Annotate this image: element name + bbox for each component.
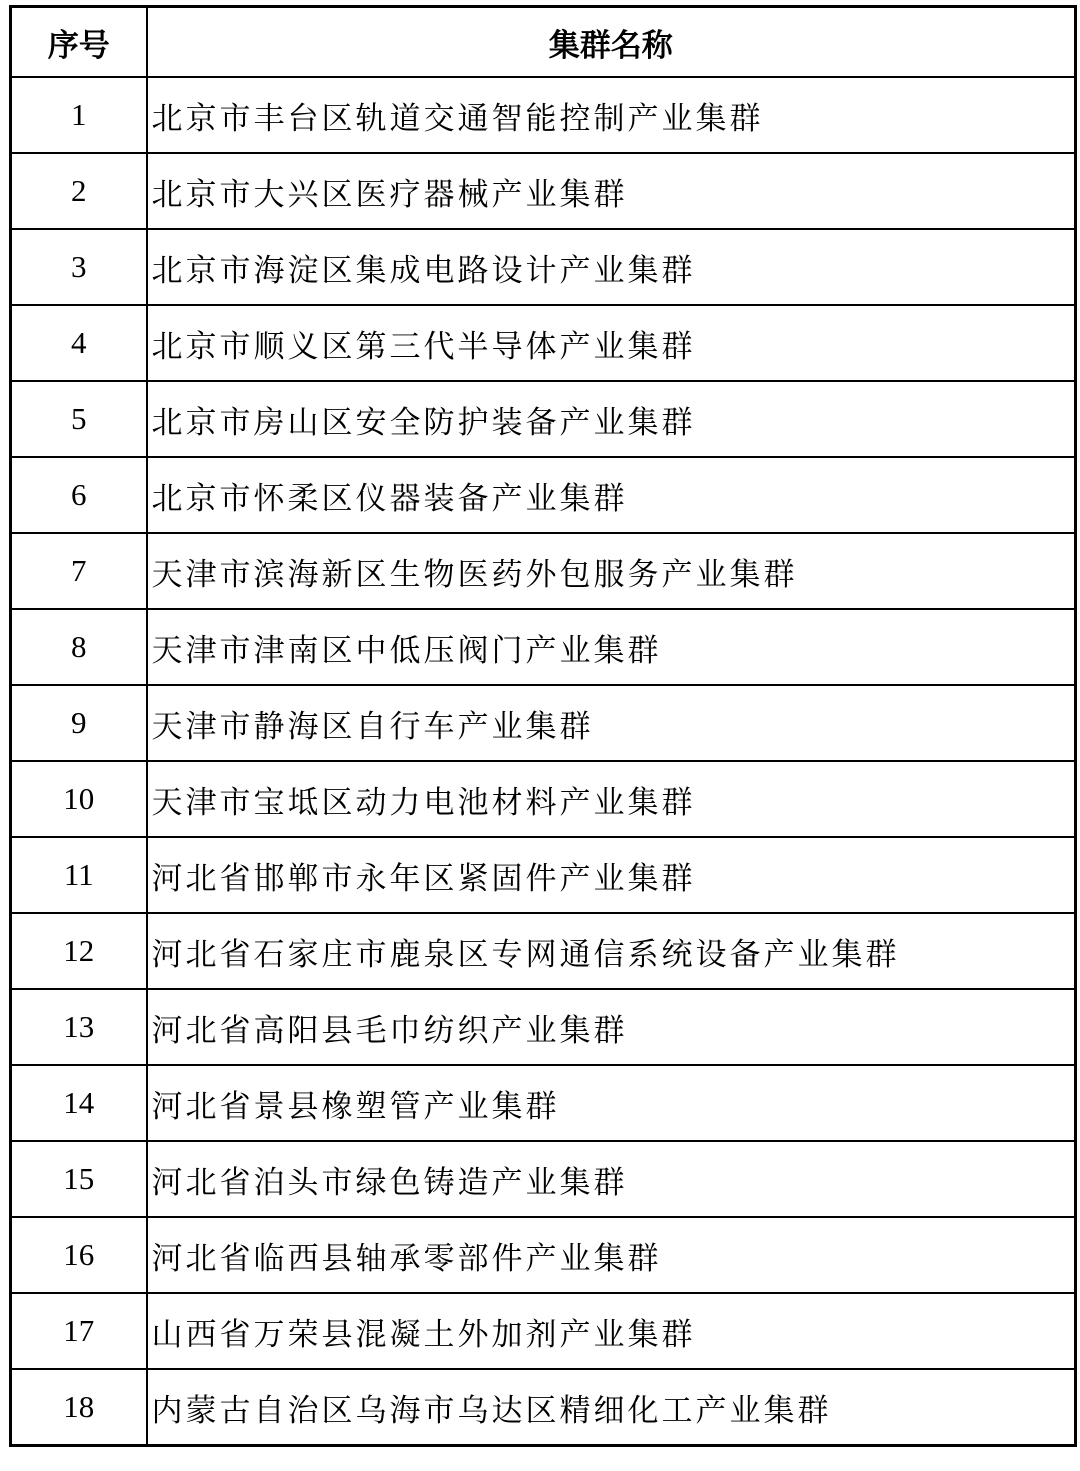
table-row bbox=[11, 913, 1076, 989]
table-row bbox=[11, 1141, 1076, 1217]
table-row bbox=[11, 1369, 1076, 1446]
row-number: 16 bbox=[11, 1217, 147, 1293]
row-number: 9 bbox=[11, 685, 147, 761]
row-number: 5 bbox=[11, 381, 147, 457]
row-number: 12 bbox=[11, 913, 147, 989]
table-row bbox=[11, 837, 1076, 913]
row-number: 1 bbox=[11, 77, 147, 153]
cluster-name: 北京市房山区安全防护装备产业集群 bbox=[147, 381, 1076, 457]
cluster-name: 北京市顺义区第三代半导体产业集群 bbox=[147, 305, 1076, 381]
table-row bbox=[11, 1217, 1076, 1293]
row-number: 18 bbox=[11, 1369, 147, 1446]
cluster-name: 河北省邯郸市永年区紧固件产业集群 bbox=[147, 837, 1076, 913]
row-number: 8 bbox=[11, 609, 147, 685]
table-row bbox=[11, 381, 1076, 457]
row-number: 11 bbox=[11, 837, 147, 913]
table-row bbox=[11, 609, 1076, 685]
cluster-name: 天津市宝坻区动力电池材料产业集群 bbox=[147, 761, 1076, 837]
row-number: 13 bbox=[11, 989, 147, 1065]
cluster-name: 北京市大兴区医疗器械产业集群 bbox=[147, 153, 1076, 229]
header-name: 集群名称 bbox=[147, 7, 1076, 78]
cluster-name: 北京市海淀区集成电路设计产业集群 bbox=[147, 229, 1076, 305]
table-header bbox=[11, 7, 1076, 78]
table-row bbox=[11, 77, 1076, 153]
table-row bbox=[11, 1293, 1076, 1369]
cluster-name: 天津市静海区自行车产业集群 bbox=[147, 685, 1076, 761]
cluster-name: 河北省景县橡塑管产业集群 bbox=[147, 1065, 1076, 1141]
cluster-name: 天津市津南区中低压阀门产业集群 bbox=[147, 609, 1076, 685]
row-number: 6 bbox=[11, 457, 147, 533]
cluster-name: 北京市丰台区轨道交通智能控制产业集群 bbox=[147, 77, 1076, 153]
cluster-name: 河北省高阳县毛巾纺织产业集群 bbox=[147, 989, 1076, 1065]
table-row bbox=[11, 533, 1076, 609]
cluster-name: 天津市滨海新区生物医药外包服务产业集群 bbox=[147, 533, 1076, 609]
cluster-table bbox=[9, 5, 1077, 1447]
header-number: 序号 bbox=[11, 7, 147, 78]
row-number: 4 bbox=[11, 305, 147, 381]
cluster-name: 北京市怀柔区仪器装备产业集群 bbox=[147, 457, 1076, 533]
row-number: 17 bbox=[11, 1293, 147, 1369]
row-number: 15 bbox=[11, 1141, 147, 1217]
row-number: 7 bbox=[11, 533, 147, 609]
row-number: 10 bbox=[11, 761, 147, 837]
cluster-name: 河北省泊头市绿色铸造产业集群 bbox=[147, 1141, 1076, 1217]
table-row bbox=[11, 229, 1076, 305]
table-row bbox=[11, 761, 1076, 837]
table-row bbox=[11, 305, 1076, 381]
table-row bbox=[11, 989, 1076, 1065]
table-body bbox=[11, 77, 1076, 1446]
cluster-name: 河北省临西县轴承零部件产业集群 bbox=[147, 1217, 1076, 1293]
row-number: 2 bbox=[11, 153, 147, 229]
cluster-name: 山西省万荣县混凝土外加剂产业集群 bbox=[147, 1293, 1076, 1369]
table-row bbox=[11, 1065, 1076, 1141]
cluster-name: 河北省石家庄市鹿泉区专网通信系统设备产业集群 bbox=[147, 913, 1076, 989]
row-number: 3 bbox=[11, 229, 147, 305]
table-row bbox=[11, 153, 1076, 229]
header-row bbox=[11, 7, 1076, 78]
row-number: 14 bbox=[11, 1065, 147, 1141]
cluster-name: 内蒙古自治区乌海市乌达区精细化工产业集群 bbox=[147, 1369, 1076, 1446]
table-row bbox=[11, 685, 1076, 761]
table-row bbox=[11, 457, 1076, 533]
